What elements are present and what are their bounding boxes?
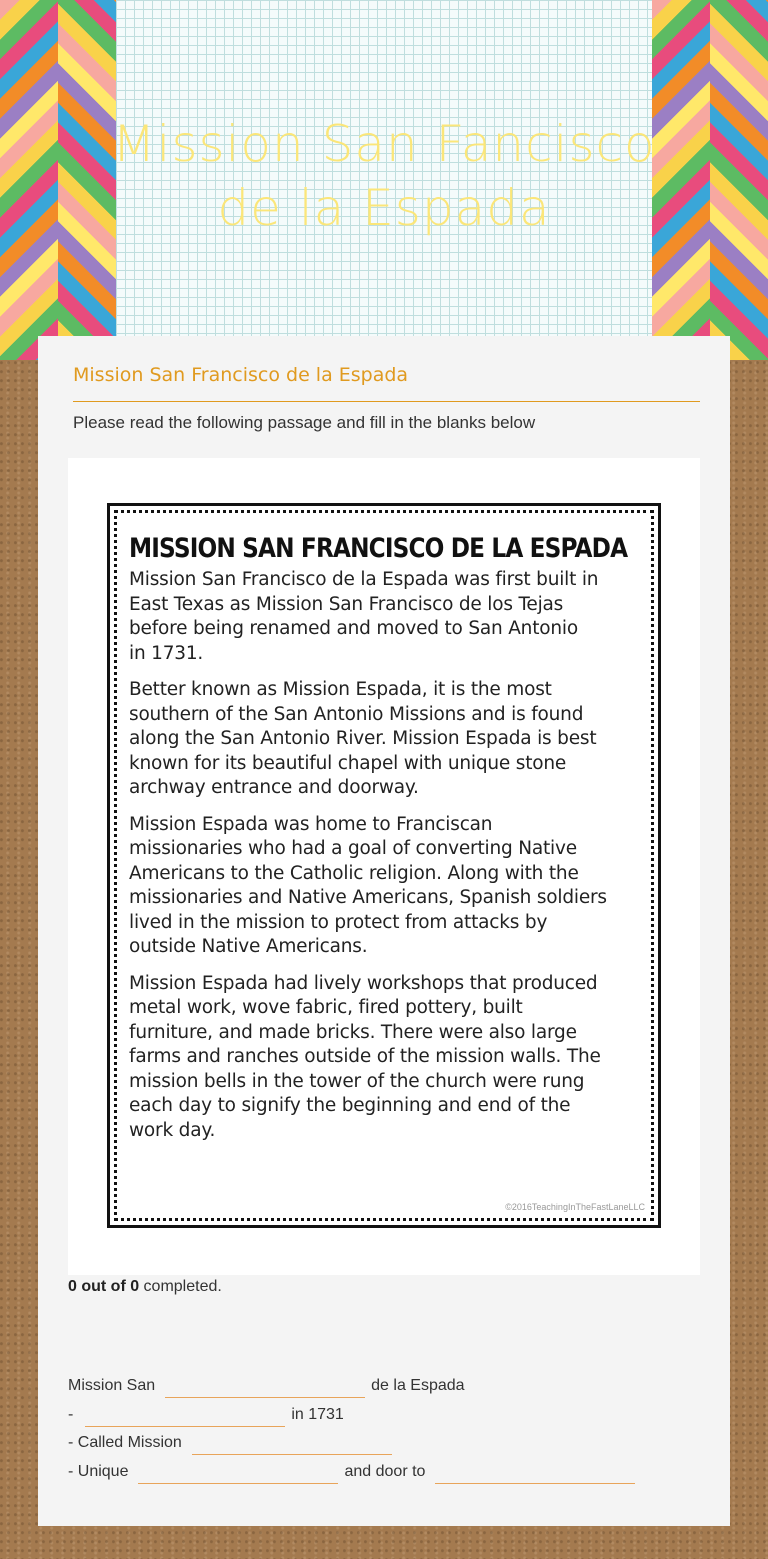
- blank-line-2: [68, 1401, 641, 1430]
- divider: [73, 401, 700, 402]
- blank-line-4: [68, 1458, 641, 1487]
- blank-input[interactable]: [192, 1433, 392, 1455]
- blank-label: in 1731: [291, 1405, 344, 1423]
- page-title: Mission San Fancisco de la Espada: [112, 115, 656, 237]
- blank-label: - Unique: [68, 1462, 129, 1480]
- blank-input[interactable]: [85, 1405, 285, 1427]
- passage-paragraph: Better known as Mission Espada, it is the most southern of the San Antonio Missions and is found along the San Antonio River. Mission Espada is best known for its beautiful chapel with unique stone archway entrance and doorway.: [129, 679, 597, 798]
- blank-label: - Called Mission: [68, 1434, 182, 1451]
- chevron-decoration: [710, 0, 768, 360]
- passage-paragraph: Mission San Francisco de la Espada was first built in East Texas as Mission San Francisco de los Tejas before being renamed and moved to San Antonio in 1731.: [129, 569, 599, 664]
- copyright: ©2016TeachingInTheFastLaneLLC: [505, 1202, 645, 1212]
- blank-label: and door to: [344, 1462, 426, 1480]
- passage-heading: MISSION SAN FRANCISCO DE LA ESPADA: [129, 533, 628, 564]
- chevron-decoration: [0, 0, 58, 360]
- instructions: Please read the following passage and fill in the blanks below: [73, 413, 536, 432]
- blank-label: Mission San: [68, 1377, 156, 1394]
- blank-label: -: [68, 1405, 74, 1423]
- progress-count: 0 out of 0: [68, 1278, 140, 1295]
- progress-suffix: completed.: [139, 1278, 222, 1295]
- worksheet-card: [38, 336, 730, 1526]
- progress-status: [68, 1278, 222, 1296]
- blank-input[interactable]: [435, 1462, 635, 1484]
- passage-image: [68, 458, 700, 1275]
- passage-frame: [107, 503, 661, 1228]
- blank-line-3: [68, 1429, 641, 1458]
- passage-paragraph: Mission Espada had lively workshops that produced metal work, wove fabric, fired pottery, built furniture, and made bricks. There were also large farms and ranches outside of the mission walls. The mission bells in the tower of the church were rung each day to signify the beginning and end of the work day.: [129, 972, 601, 1141]
- worksheet-title: Mission San Francisco de la Espada: [73, 364, 409, 386]
- blank-input[interactable]: [165, 1376, 365, 1398]
- passage-paragraph: Mission Espada was home to Franciscan missionaries who had a goal of converting Native Americans to the Catholic religion. Along with the missionaries and Native Americans, Spanish soldiers lived in the mission to protect from attacks by outside Native Americans.: [129, 813, 607, 957]
- blank-input[interactable]: [138, 1462, 338, 1484]
- fill-in-blanks: [68, 1372, 641, 1486]
- blank-label: de la Espada: [371, 1377, 465, 1394]
- header-banner: [0, 0, 768, 360]
- blank-line-1: [68, 1372, 641, 1401]
